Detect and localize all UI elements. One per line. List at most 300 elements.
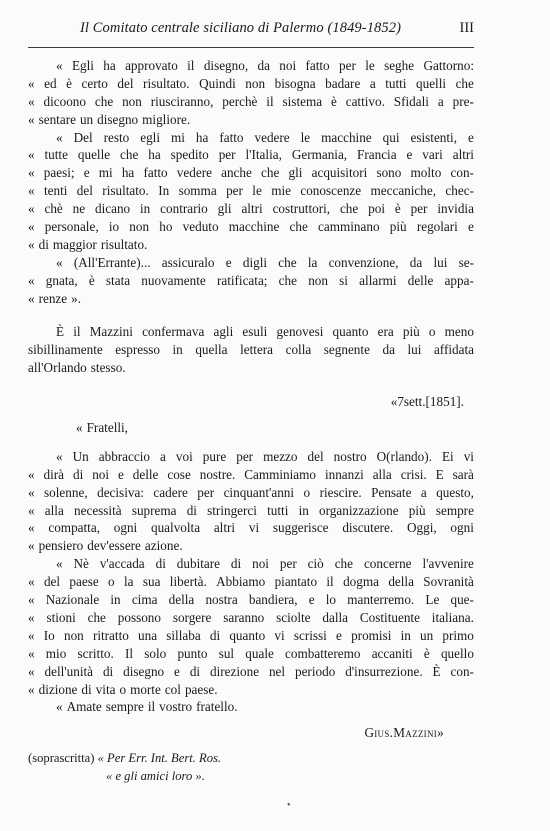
word: disegno, (203, 58, 249, 73)
word: per (410, 201, 428, 217)
word: della (388, 574, 414, 590)
word: di (209, 627, 221, 643)
word: di (189, 663, 201, 679)
text-line (28, 502, 474, 520)
word: non (63, 627, 84, 643)
word: « (28, 466, 35, 482)
word: « (390, 394, 398, 410)
word: « (28, 165, 35, 181)
word: di (155, 556, 166, 572)
word: noi (279, 58, 297, 73)
word: vi (274, 627, 285, 643)
word: che (455, 75, 474, 91)
text-line (28, 218, 474, 236)
word: solenne, (44, 484, 88, 500)
word: convenzione, (328, 254, 399, 270)
word: « (28, 93, 35, 109)
word: riescire. (319, 484, 362, 500)
word: que- (450, 592, 474, 608)
word: risultato. (143, 75, 190, 91)
word: combatteremo (285, 645, 361, 661)
word: « (28, 520, 35, 536)
word: e (225, 254, 232, 270)
word: vedere (254, 129, 290, 145)
word: e (117, 466, 124, 482)
word: meccaniche, (370, 183, 437, 199)
word: primo (442, 627, 474, 643)
word: scrissi (293, 627, 327, 643)
word: Mazzini (89, 324, 133, 340)
word: ritratto (92, 627, 129, 643)
word: è (66, 75, 72, 91)
text-line (28, 359, 474, 377)
text-line (28, 182, 474, 200)
word: italiana. (431, 609, 474, 625)
word: regolari (416, 219, 458, 235)
text-line (28, 519, 474, 537)
word: meno (444, 324, 474, 340)
text-line (28, 111, 474, 129)
word: esistenti, (410, 129, 458, 145)
word: cinquant'anni (223, 484, 295, 500)
word: il (326, 574, 334, 590)
word: somma (178, 183, 217, 199)
running-title: Il Comitato centrale siciliano di Palermo (1849-1852) (80, 20, 402, 36)
word: costruttori, (272, 201, 331, 217)
word: « (56, 448, 63, 464)
word: accaniti (371, 645, 413, 661)
word: nostre. (199, 466, 236, 482)
word: o (108, 574, 115, 590)
word: Camminiamo (244, 466, 316, 482)
word: pure (202, 448, 227, 464)
word: le (252, 183, 262, 199)
word: cattivo. (345, 93, 385, 109)
word: le (300, 129, 311, 145)
word: altri (452, 147, 474, 163)
word: nel (268, 663, 286, 679)
word: quelli (416, 75, 447, 91)
word: delle (132, 466, 159, 482)
word: « (56, 254, 63, 270)
word: espresso (115, 342, 160, 358)
text-line (28, 341, 474, 359)
word: bandiera, (248, 592, 298, 608)
text-line (28, 290, 474, 308)
letter-salutation (28, 419, 474, 437)
word: gli (217, 201, 232, 217)
text-line (28, 627, 474, 645)
text-line (28, 272, 474, 290)
word: questo, (436, 484, 474, 500)
word: delle (407, 272, 434, 288)
word: stioni (46, 609, 76, 625)
word: ha (195, 129, 209, 145)
word: Io (43, 627, 55, 643)
word: sul (218, 645, 235, 661)
word: sciolte (276, 609, 311, 625)
word: lui (433, 254, 448, 270)
text-line (28, 448, 474, 466)
word: genovesi (276, 324, 324, 340)
text-line (28, 93, 474, 111)
word: decisiva: (97, 484, 144, 500)
word: risultato. (102, 183, 149, 199)
word: l'avvenire (422, 556, 474, 572)
word: in (298, 502, 309, 518)
word: che (289, 219, 308, 235)
word: per (226, 183, 243, 199)
word: sarà (452, 466, 474, 482)
word: fatto (219, 129, 244, 145)
word: v'accada (99, 556, 145, 572)
word: ogni (450, 520, 474, 536)
word: badare (325, 75, 361, 91)
word: sempre (105, 699, 144, 715)
word: sibillinamente (28, 342, 103, 358)
word: macchine (228, 219, 280, 235)
word: organizzazione (319, 502, 399, 518)
word: a (369, 75, 376, 91)
word: per (197, 484, 215, 500)
word: tutti (385, 75, 407, 91)
word: « (28, 574, 35, 590)
word: fratello. (196, 699, 238, 715)
word: cadere (153, 484, 188, 500)
word: dalla (322, 609, 349, 625)
word: ha (103, 58, 116, 73)
word: acquisitori (311, 165, 368, 181)
text-line (28, 129, 474, 147)
word: manterremo. (347, 592, 415, 608)
word: È (432, 663, 441, 679)
word: sorgere (172, 609, 212, 625)
word: esuli (242, 324, 268, 340)
word: dizione (38, 681, 78, 697)
word: seghe (384, 58, 415, 73)
word: « (28, 75, 35, 91)
word: del (76, 183, 93, 199)
word: dicano (94, 201, 131, 217)
word: Gattorno: (423, 58, 474, 73)
word: Del (73, 129, 93, 145)
word: Le (425, 592, 440, 608)
word: ha (148, 147, 161, 163)
word: non (122, 93, 142, 109)
word: [1851]. (425, 394, 464, 410)
word: il (187, 58, 195, 73)
word: suprema (131, 502, 177, 518)
word: col (164, 681, 181, 697)
word: bisogna (274, 75, 316, 91)
word: invidia (437, 201, 474, 217)
word: « (28, 681, 35, 697)
word: paese. (184, 681, 218, 697)
word: mi (171, 129, 185, 145)
word: paese (69, 574, 99, 590)
word: che (94, 93, 114, 109)
word: che (120, 147, 139, 163)
word: vedere (176, 165, 212, 181)
word: direzione (209, 663, 260, 679)
word: in (140, 201, 151, 217)
word: colla (285, 342, 312, 358)
word: necessità (74, 502, 122, 518)
address-line-2: « e gli amici loro ». (106, 769, 205, 784)
word: di (81, 681, 92, 697)
word: altri (213, 520, 236, 536)
word: pensiero (38, 538, 84, 554)
word: « (28, 645, 35, 661)
word: che (278, 254, 297, 270)
word: Abbiamo (216, 574, 266, 590)
word: tenti (43, 183, 68, 199)
word: approvato (125, 58, 178, 73)
word: Germania, (291, 147, 348, 163)
header-rule (28, 47, 474, 48)
word: « (28, 502, 35, 518)
word: dubitare (176, 556, 220, 572)
word: « (28, 201, 35, 217)
word: stringerci (207, 502, 257, 518)
word: disegno (123, 663, 165, 679)
word: concerne (363, 556, 412, 572)
word: da (409, 254, 423, 270)
word: libertà. (169, 574, 207, 590)
word: tutte (44, 147, 68, 163)
word: all'Orlando (28, 360, 87, 376)
word: della (168, 592, 195, 608)
word: Costituente (359, 609, 420, 625)
word: il (147, 699, 156, 715)
word: alla (44, 502, 64, 518)
word: è (423, 645, 430, 661)
word: si (339, 272, 348, 288)
text-line (28, 573, 474, 591)
letter-date (28, 393, 474, 411)
word: ogni (113, 520, 138, 536)
word: allarmi (359, 272, 397, 288)
word: di (230, 556, 242, 572)
word: dell'unità (44, 663, 94, 679)
word: ha (121, 165, 135, 181)
word: confermava (142, 324, 205, 340)
word: qualvolta (150, 520, 201, 536)
word: » (437, 725, 444, 741)
word: E (435, 466, 444, 482)
word: « (28, 663, 35, 679)
address-line-1: « Per Err. Int. Bert. Ros. (97, 751, 222, 766)
text-line (28, 200, 474, 218)
word: lettera (240, 342, 274, 358)
word: d'insurrezione. (345, 663, 423, 679)
word: sono (376, 165, 402, 181)
word: nuovamente (141, 272, 206, 288)
word: « (28, 219, 35, 235)
word: renze (38, 290, 68, 306)
word: spedito (170, 147, 209, 163)
word: a (420, 484, 427, 500)
word: che (261, 165, 280, 181)
word: mio (45, 645, 67, 661)
word: non (245, 75, 266, 91)
word: Amate (66, 699, 102, 715)
word: discutere. (342, 520, 394, 536)
word: « (56, 129, 63, 145)
word: per (279, 556, 297, 572)
word: un (79, 111, 94, 127)
word: più (389, 219, 407, 235)
text-line (28, 663, 474, 681)
word: o (119, 681, 127, 697)
word: è (88, 272, 95, 288)
word: il (73, 324, 81, 340)
word: È (56, 324, 65, 340)
word: Mazzini (393, 725, 438, 741)
word: sentare (38, 111, 76, 127)
word: in (110, 592, 121, 608)
word: chè (44, 201, 63, 217)
word: Egli (71, 58, 94, 73)
text-line (28, 466, 474, 484)
word: riusciranno, (150, 93, 214, 109)
word: digli (242, 254, 268, 270)
word: un (420, 627, 434, 643)
word: lo (325, 592, 337, 608)
word: le (365, 58, 375, 73)
word: quello (440, 645, 474, 661)
word: nostra (205, 592, 238, 608)
word: e (336, 627, 342, 643)
word: O(rlando). (376, 448, 432, 464)
word: non (308, 272, 328, 288)
word: « (28, 609, 35, 625)
word: con- (450, 165, 474, 181)
word: Ei (441, 448, 454, 464)
word: per (236, 448, 254, 464)
text-line (28, 537, 474, 555)
word: ». (71, 290, 82, 306)
word: del (117, 75, 134, 91)
word: del (307, 448, 324, 464)
word: in (400, 627, 411, 643)
word: contrario (160, 201, 208, 217)
word: macchine (321, 129, 372, 145)
word: tutti (267, 502, 289, 518)
word: sua (142, 574, 161, 590)
word: non (129, 219, 150, 235)
word: « (56, 556, 63, 572)
word: noi (252, 556, 269, 572)
word: « (28, 236, 35, 252)
word: ho (159, 219, 173, 235)
word: affidata (433, 342, 474, 358)
text-line (28, 681, 474, 699)
word: o (428, 324, 436, 340)
word: cima (131, 592, 158, 608)
word: dev'essere (87, 538, 141, 554)
word: disegno (97, 111, 139, 127)
word: paesi; (43, 165, 75, 181)
word: la (123, 574, 134, 590)
word: 7 (397, 394, 404, 410)
word: Nazionale (45, 592, 100, 608)
word: vita (95, 681, 116, 697)
word: per (218, 147, 236, 163)
text-line (28, 555, 474, 573)
word: era (377, 324, 394, 340)
word: vi (463, 448, 474, 464)
word: abbraccio (98, 448, 150, 464)
word: molto (410, 165, 442, 181)
word: fatto (305, 58, 330, 73)
word: quanto (229, 627, 266, 643)
word: « (28, 290, 35, 306)
word: e (468, 219, 474, 235)
word: e (406, 147, 413, 163)
word: azione. (144, 538, 183, 554)
word: gli (288, 165, 303, 181)
text-line (28, 236, 474, 254)
word: « (76, 420, 83, 436)
word: pre- (452, 93, 474, 109)
word: « (28, 627, 35, 643)
word: di (186, 502, 197, 518)
word: o (303, 484, 311, 500)
word: appa- (444, 272, 474, 288)
letter-signature (28, 724, 474, 742)
word: ne (72, 201, 86, 217)
text-line (28, 645, 474, 663)
word: con- (450, 663, 474, 679)
word: io (108, 219, 120, 235)
word: Il (124, 645, 134, 661)
word: più (408, 502, 426, 518)
word: « (28, 272, 35, 288)
word: da (382, 342, 395, 358)
text-line (28, 323, 474, 341)
word: « (28, 183, 35, 199)
word: promisi (351, 627, 392, 643)
word: assicuralo (161, 254, 215, 270)
word: stesso. (90, 360, 126, 376)
word: conoscenze (300, 183, 362, 199)
word: sett. (403, 394, 426, 410)
word: ed (44, 75, 57, 91)
word: segnente (323, 342, 370, 358)
word: Sovranità (423, 574, 474, 590)
word: cose (167, 466, 191, 482)
word: altri (241, 201, 263, 217)
word: perchè (222, 93, 258, 109)
word: mezzo (263, 448, 298, 464)
word: vi (248, 520, 260, 536)
text-line (28, 484, 474, 502)
word: quella (195, 342, 228, 358)
word: è (394, 201, 401, 217)
word: quale (245, 645, 274, 661)
word: noi (92, 466, 110, 482)
word: vostro (159, 699, 193, 715)
text-line (28, 75, 474, 93)
word: è (330, 93, 337, 109)
page-number: III (459, 20, 474, 36)
word: innanzi (324, 466, 364, 482)
word: sillaba (166, 627, 201, 643)
word: scritto. (77, 645, 114, 661)
word: suggerisce (272, 520, 329, 536)
body-text (28, 57, 474, 786)
